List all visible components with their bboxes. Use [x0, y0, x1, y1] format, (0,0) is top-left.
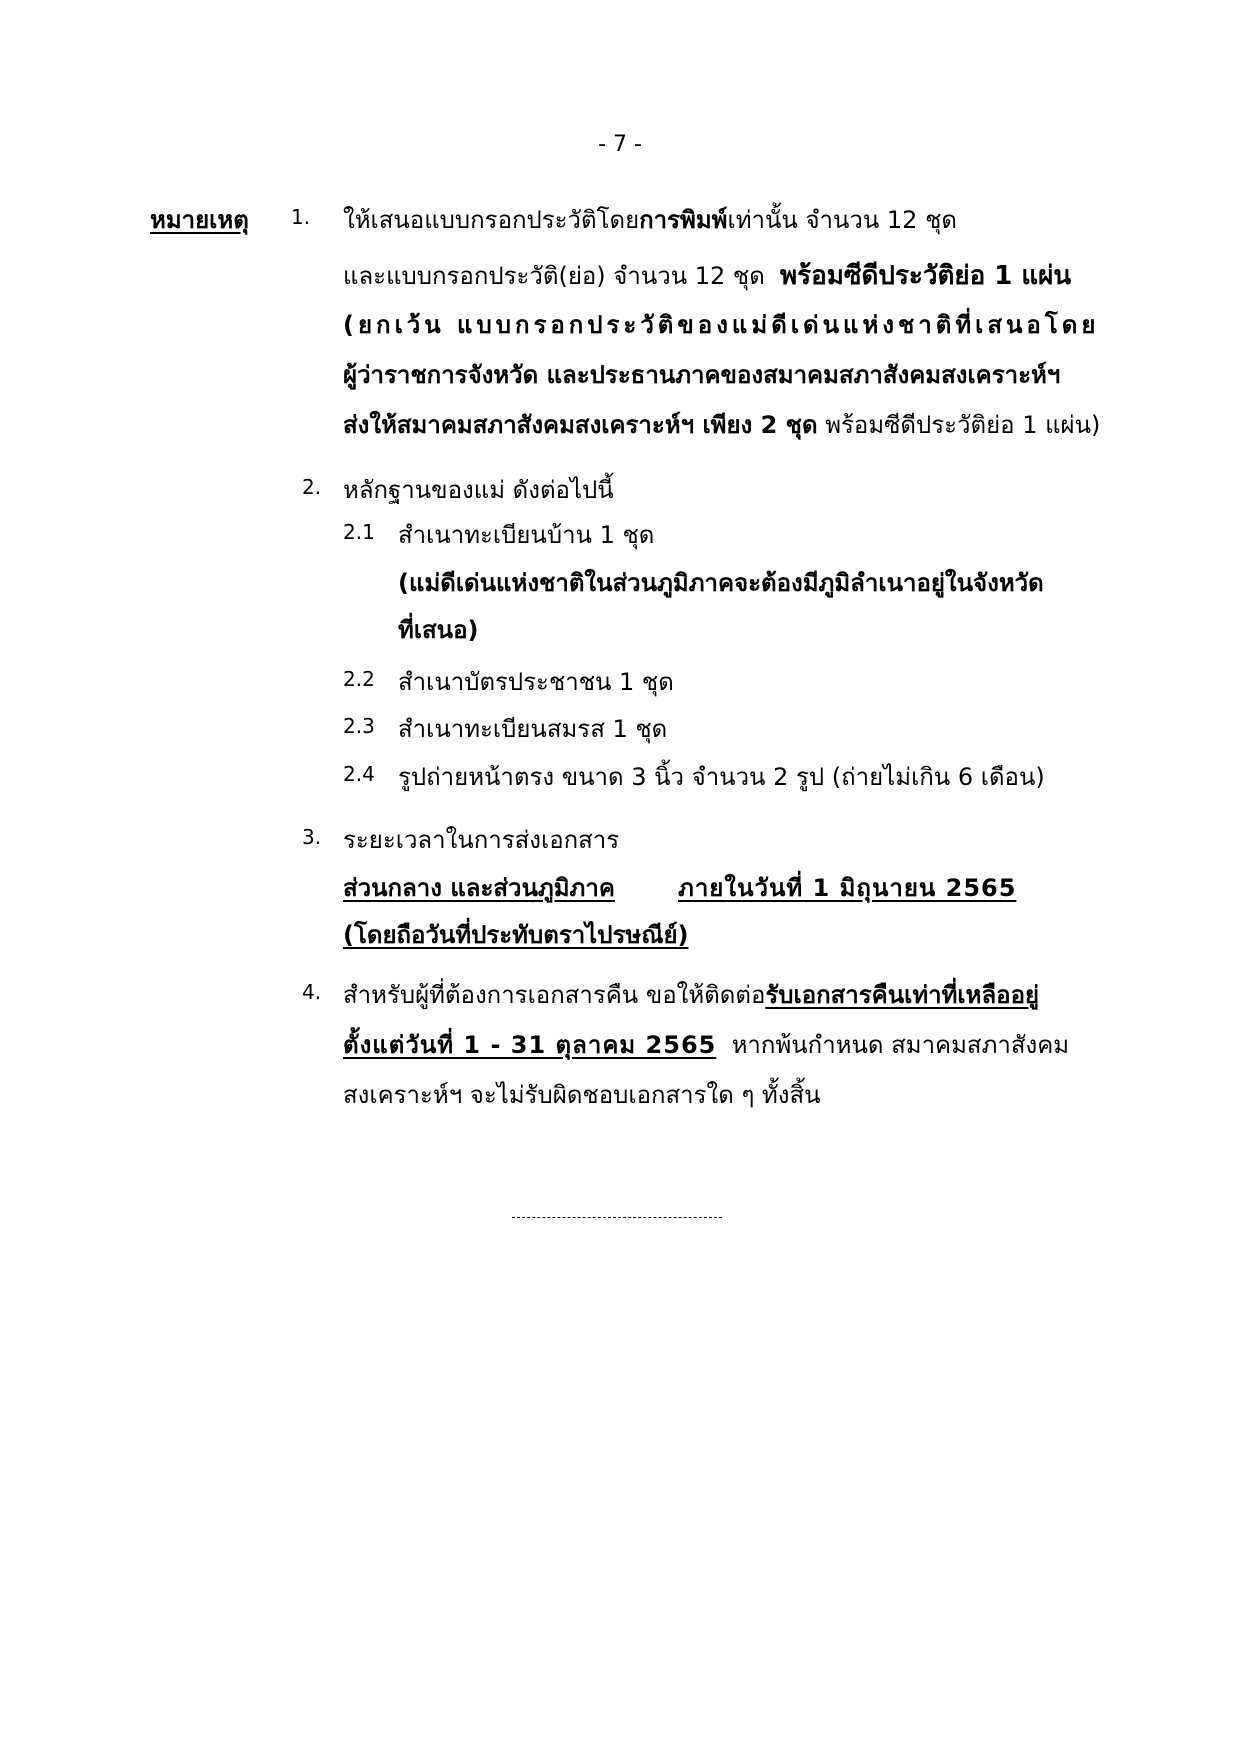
item1-line3: (ยกเว้น แบบกรอกประวัติของแม่ดีเด่นแห่งชาติที่เสนอโดย — [343, 311, 1100, 339]
item3-deadline-date: ภายในวันที่ 1 มิถุนายน 2565 — [678, 874, 1017, 902]
item1-line1 — [343, 200, 957, 239]
item2-2-text: สำเนาบัตรประชาชน 1 ชุด — [398, 668, 674, 696]
item2-4-text: รูปถ่ายหน้าตรง ขนาด 3 นิ้ว จำนวน 2 รูป (ถ่ายไม่เกิน 6 เดือน) — [398, 763, 1045, 791]
page-number: - 7 - — [598, 132, 642, 157]
item3-deadline-region: ส่วนกลาง และส่วนภูมิภาค — [343, 874, 615, 902]
item4-line2-text: หากพ้นกำหนด สมาคมสภาสังคม — [731, 1031, 1070, 1059]
item1-line1-text-a: ให้เสนอแบบกรอกประวัติโดย — [343, 206, 640, 234]
item4-line1-text: สำหรับผู้ที่ต้องการเอกสารคืน ขอให้ติดต่อ — [343, 981, 766, 1009]
item4-return-emphasis: รับเอกสารคืนเท่าที่เหลืออยู่ — [765, 981, 1040, 1009]
item2-3-number: 2.3 — [343, 714, 375, 738]
item2-1-note-line1: (แม่ดีเด่นแห่งชาติในส่วนภูมิภาคจะต้องมีภูมิลำเนาอยู่ในจังหวัด — [398, 569, 1044, 597]
item1-line5-bold: ส่งให้สมาคมสภาสังคมสงเคราะห์ฯ เพียง 2 ชุด — [343, 411, 818, 439]
item4-line2 — [343, 1025, 1069, 1064]
item1-line5 — [343, 405, 1100, 444]
item4-period: ตั้งแต่วันที่ 1 - 31 ตุลาคม 2565 — [343, 1031, 717, 1059]
item1-line2-text-a: และแบบกรอกประวัติ(ย่อ) จำนวน 12 ชุด — [343, 262, 765, 290]
item1-cd-emphasis: พร้อมซีดีประวัติย่อ 1 แผ่น — [780, 261, 1072, 291]
item4-line1 — [343, 975, 1039, 1014]
item2-1-number: 2.1 — [343, 520, 375, 544]
item2-number: 2. — [302, 475, 322, 499]
item1-line4: ผู้ว่าราชการจังหวัด และประธานภาคของสมาคมสภาสังคมสงเคราะห์ฯ — [343, 361, 1061, 389]
item1-number: 1. — [291, 205, 311, 229]
end-divider — [512, 1217, 722, 1218]
item4-line3: สงเคราะห์ฯ จะไม่รับผิดชอบเอกสารใด ๆ ทั้งสิ้น — [343, 1081, 821, 1109]
item2-1-text: สำเนาทะเบียนบ้าน 1 ชุด — [398, 521, 655, 549]
item1-line1-text-c: เท่านั้น จำนวน 12 ชุด — [727, 206, 957, 234]
item1-line2 — [343, 255, 1071, 296]
item2-title: หลักฐานของแม่ ดังต่อไปนี้ — [343, 476, 614, 504]
item1-print-emphasis: การพิมพ์ — [639, 206, 728, 234]
item2-1-note-line2: ที่เสนอ) — [398, 616, 479, 644]
note-label: หมายเหตุ — [150, 206, 249, 234]
item2-2-number: 2.2 — [343, 667, 375, 691]
item2-4-number: 2.4 — [343, 762, 375, 786]
item4-number: 4. — [302, 980, 322, 1004]
item1-line5-text: พร้อมซีดีประวัติย่อ 1 แผ่น) — [825, 411, 1101, 439]
item3-number: 3. — [302, 825, 322, 849]
item3-postmark-note: (โดยถือวันที่ประทับตราไปรษณีย์) — [343, 921, 689, 949]
item2-3-text: สำเนาทะเบียนสมรส 1 ชุด — [398, 715, 668, 743]
item3-title: ระยะเวลาในการส่งเอกสาร — [343, 826, 620, 854]
